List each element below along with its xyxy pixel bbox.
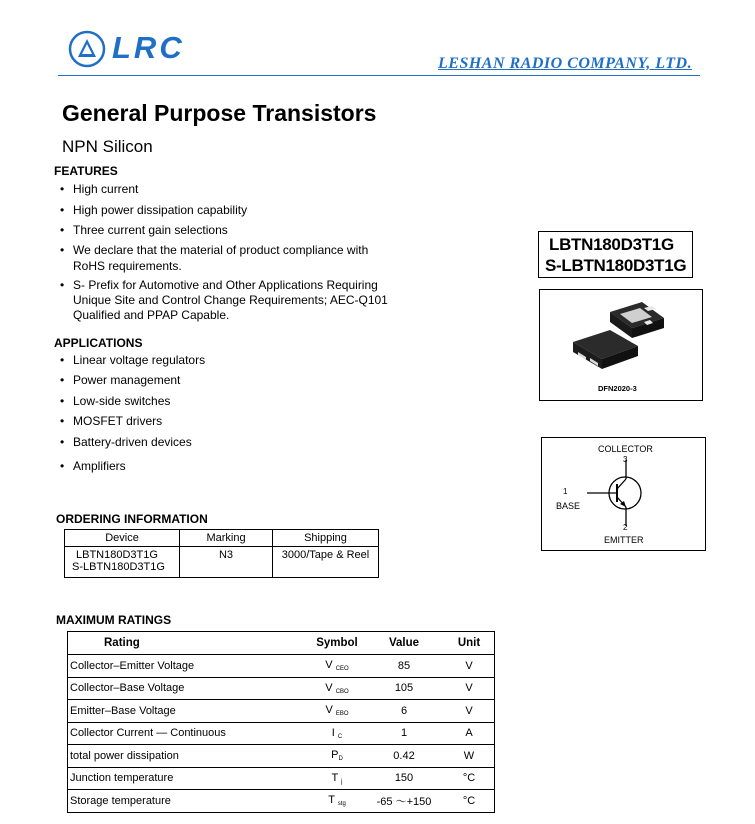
unit-cell: A — [444, 722, 495, 745]
ordering-table — [64, 529, 379, 578]
table-row — [65, 547, 379, 578]
table-row — [68, 722, 495, 745]
page-subtitle: NPN Silicon — [62, 137, 153, 156]
pinout-diagram — [541, 437, 706, 551]
list-item: • High current — [54, 182, 138, 197]
unit-cell: W — [444, 745, 495, 768]
symbol: I — [331, 726, 335, 739]
symbol-subscript: CBO — [335, 688, 349, 695]
unit-cell: V — [444, 655, 495, 678]
table-header: Marking — [180, 530, 273, 547]
npn-transistor-symbol-icon — [587, 460, 657, 530]
list-item: • Power management — [54, 373, 180, 388]
applications-heading: APPLICATIONS — [54, 336, 143, 350]
symbol-cell — [310, 790, 364, 813]
symbol-cell — [310, 677, 364, 700]
list-item: • Three current gain selections — [54, 223, 228, 238]
symbol-subscript: j — [341, 778, 343, 785]
value-cell: 0.42 — [364, 745, 444, 768]
emitter-pin: 2 — [623, 523, 628, 532]
part-number: LBTN180D3T1G — [549, 235, 674, 254]
symbol-subscript: C — [337, 733, 343, 740]
value-cell: 6 — [364, 700, 444, 723]
part-number: S-LBTN180D3T1G — [545, 256, 687, 275]
value-cell: 1 — [364, 722, 444, 745]
features-heading: FEATURES — [54, 164, 118, 178]
logo-text: LRC — [112, 30, 185, 65]
rating-cell: Junction temperature — [68, 767, 311, 790]
rating-cell: Collector–Base Voltage — [68, 677, 311, 700]
rating-cell: Collector Current — Continuous — [68, 722, 311, 745]
unit-cell: V — [444, 700, 495, 723]
table-header: Shipping — [273, 530, 379, 547]
device-name: LBTN180D3T1G — [76, 549, 158, 561]
table-header: Rating — [68, 632, 311, 655]
table-header: Device — [65, 530, 180, 547]
rating-cell: Storage temperature — [68, 790, 311, 813]
table-row — [68, 745, 495, 768]
collector-label: COLLECTOR — [598, 444, 653, 454]
header-divider — [58, 75, 700, 76]
list-item: • Linear voltage regulators — [54, 353, 205, 368]
company-logo — [68, 30, 208, 70]
table-row — [68, 767, 495, 790]
dfn-package-icon — [540, 292, 702, 382]
list-item: • Amplifiers — [54, 459, 126, 474]
symbol-cell — [310, 655, 364, 678]
symbol-cell — [310, 700, 364, 723]
list-item: • S- Prefix for Automotive and Other Applications Requiring — [54, 278, 378, 293]
table-row — [68, 655, 495, 678]
table-header: Symbol — [310, 632, 364, 655]
device-name: S-LBTN180D3T1G — [72, 561, 165, 573]
unit-cell: °C — [444, 790, 495, 813]
list-item-continuation: RoHS requirements. — [73, 259, 182, 273]
max-ratings-heading: MAXIMUM RATINGS — [56, 613, 172, 627]
list-item: • We declare that the material of product compliance with — [54, 243, 368, 258]
symbol-subscript: EBO — [335, 711, 349, 718]
symbol: V — [325, 704, 333, 717]
symbol: V — [325, 681, 333, 694]
rating-cell: Emitter–Base Voltage — [68, 700, 311, 723]
page-title: General Purpose Transistors — [62, 100, 377, 126]
unit-cell: °C — [444, 767, 495, 790]
package-image — [539, 289, 703, 401]
company-name: LESHAN RADIO COMPANY, LTD. — [438, 55, 693, 72]
list-item: • High power dissipation capability — [54, 203, 247, 218]
symbol-subscript: D — [338, 756, 343, 763]
value-cell: 105 — [364, 677, 444, 700]
symbol: T — [331, 771, 339, 784]
base-label: BASE — [556, 501, 581, 511]
symbol-cell — [310, 767, 364, 790]
rating-cell: total power dissipation — [68, 745, 311, 768]
device-cell — [65, 547, 180, 578]
unit-cell: V — [444, 677, 495, 700]
table-header: Unit — [444, 632, 495, 655]
list-item-continuation: Qualified and PPAP Capable. — [73, 308, 230, 322]
part-numbers — [538, 231, 693, 278]
base-pin: 1 — [563, 487, 568, 496]
symbol: P — [331, 749, 339, 762]
max-ratings-table — [67, 631, 495, 813]
symbol-subscript: stg — [337, 801, 346, 808]
symbol-cell — [310, 745, 364, 768]
symbol-cell — [310, 722, 364, 745]
symbol: T — [328, 794, 335, 807]
collector-pin: 3 — [623, 455, 628, 464]
list-item-continuation: Unique Site and Control Change Requirements; AEC-Q101 — [73, 293, 388, 307]
table-header: Value — [364, 632, 444, 655]
symbol: V — [325, 659, 333, 672]
package-label: DFN2020-3 — [598, 384, 637, 393]
value-cell: 150 — [364, 767, 444, 790]
marking-cell: N3 — [180, 547, 273, 578]
list-item: • Low-side switches — [54, 394, 170, 409]
table-row — [68, 700, 495, 723]
symbol-subscript: CEO — [335, 666, 349, 673]
shipping-cell: 3000/Tape & Reel — [273, 547, 379, 578]
list-item: • Battery-driven devices — [54, 435, 192, 450]
value-cell: 85 — [364, 655, 444, 678]
table-row — [68, 790, 495, 813]
lrc-logo-icon — [68, 30, 106, 68]
ordering-heading: ORDERING INFORMATION — [56, 512, 208, 526]
rating-cell: Collector–Emitter Voltage — [68, 655, 311, 678]
table-row — [68, 677, 495, 700]
emitter-label: EMITTER — [604, 535, 644, 545]
list-item: • MOSFET drivers — [54, 414, 162, 429]
value-cell: -65 ～+150 — [364, 790, 444, 813]
